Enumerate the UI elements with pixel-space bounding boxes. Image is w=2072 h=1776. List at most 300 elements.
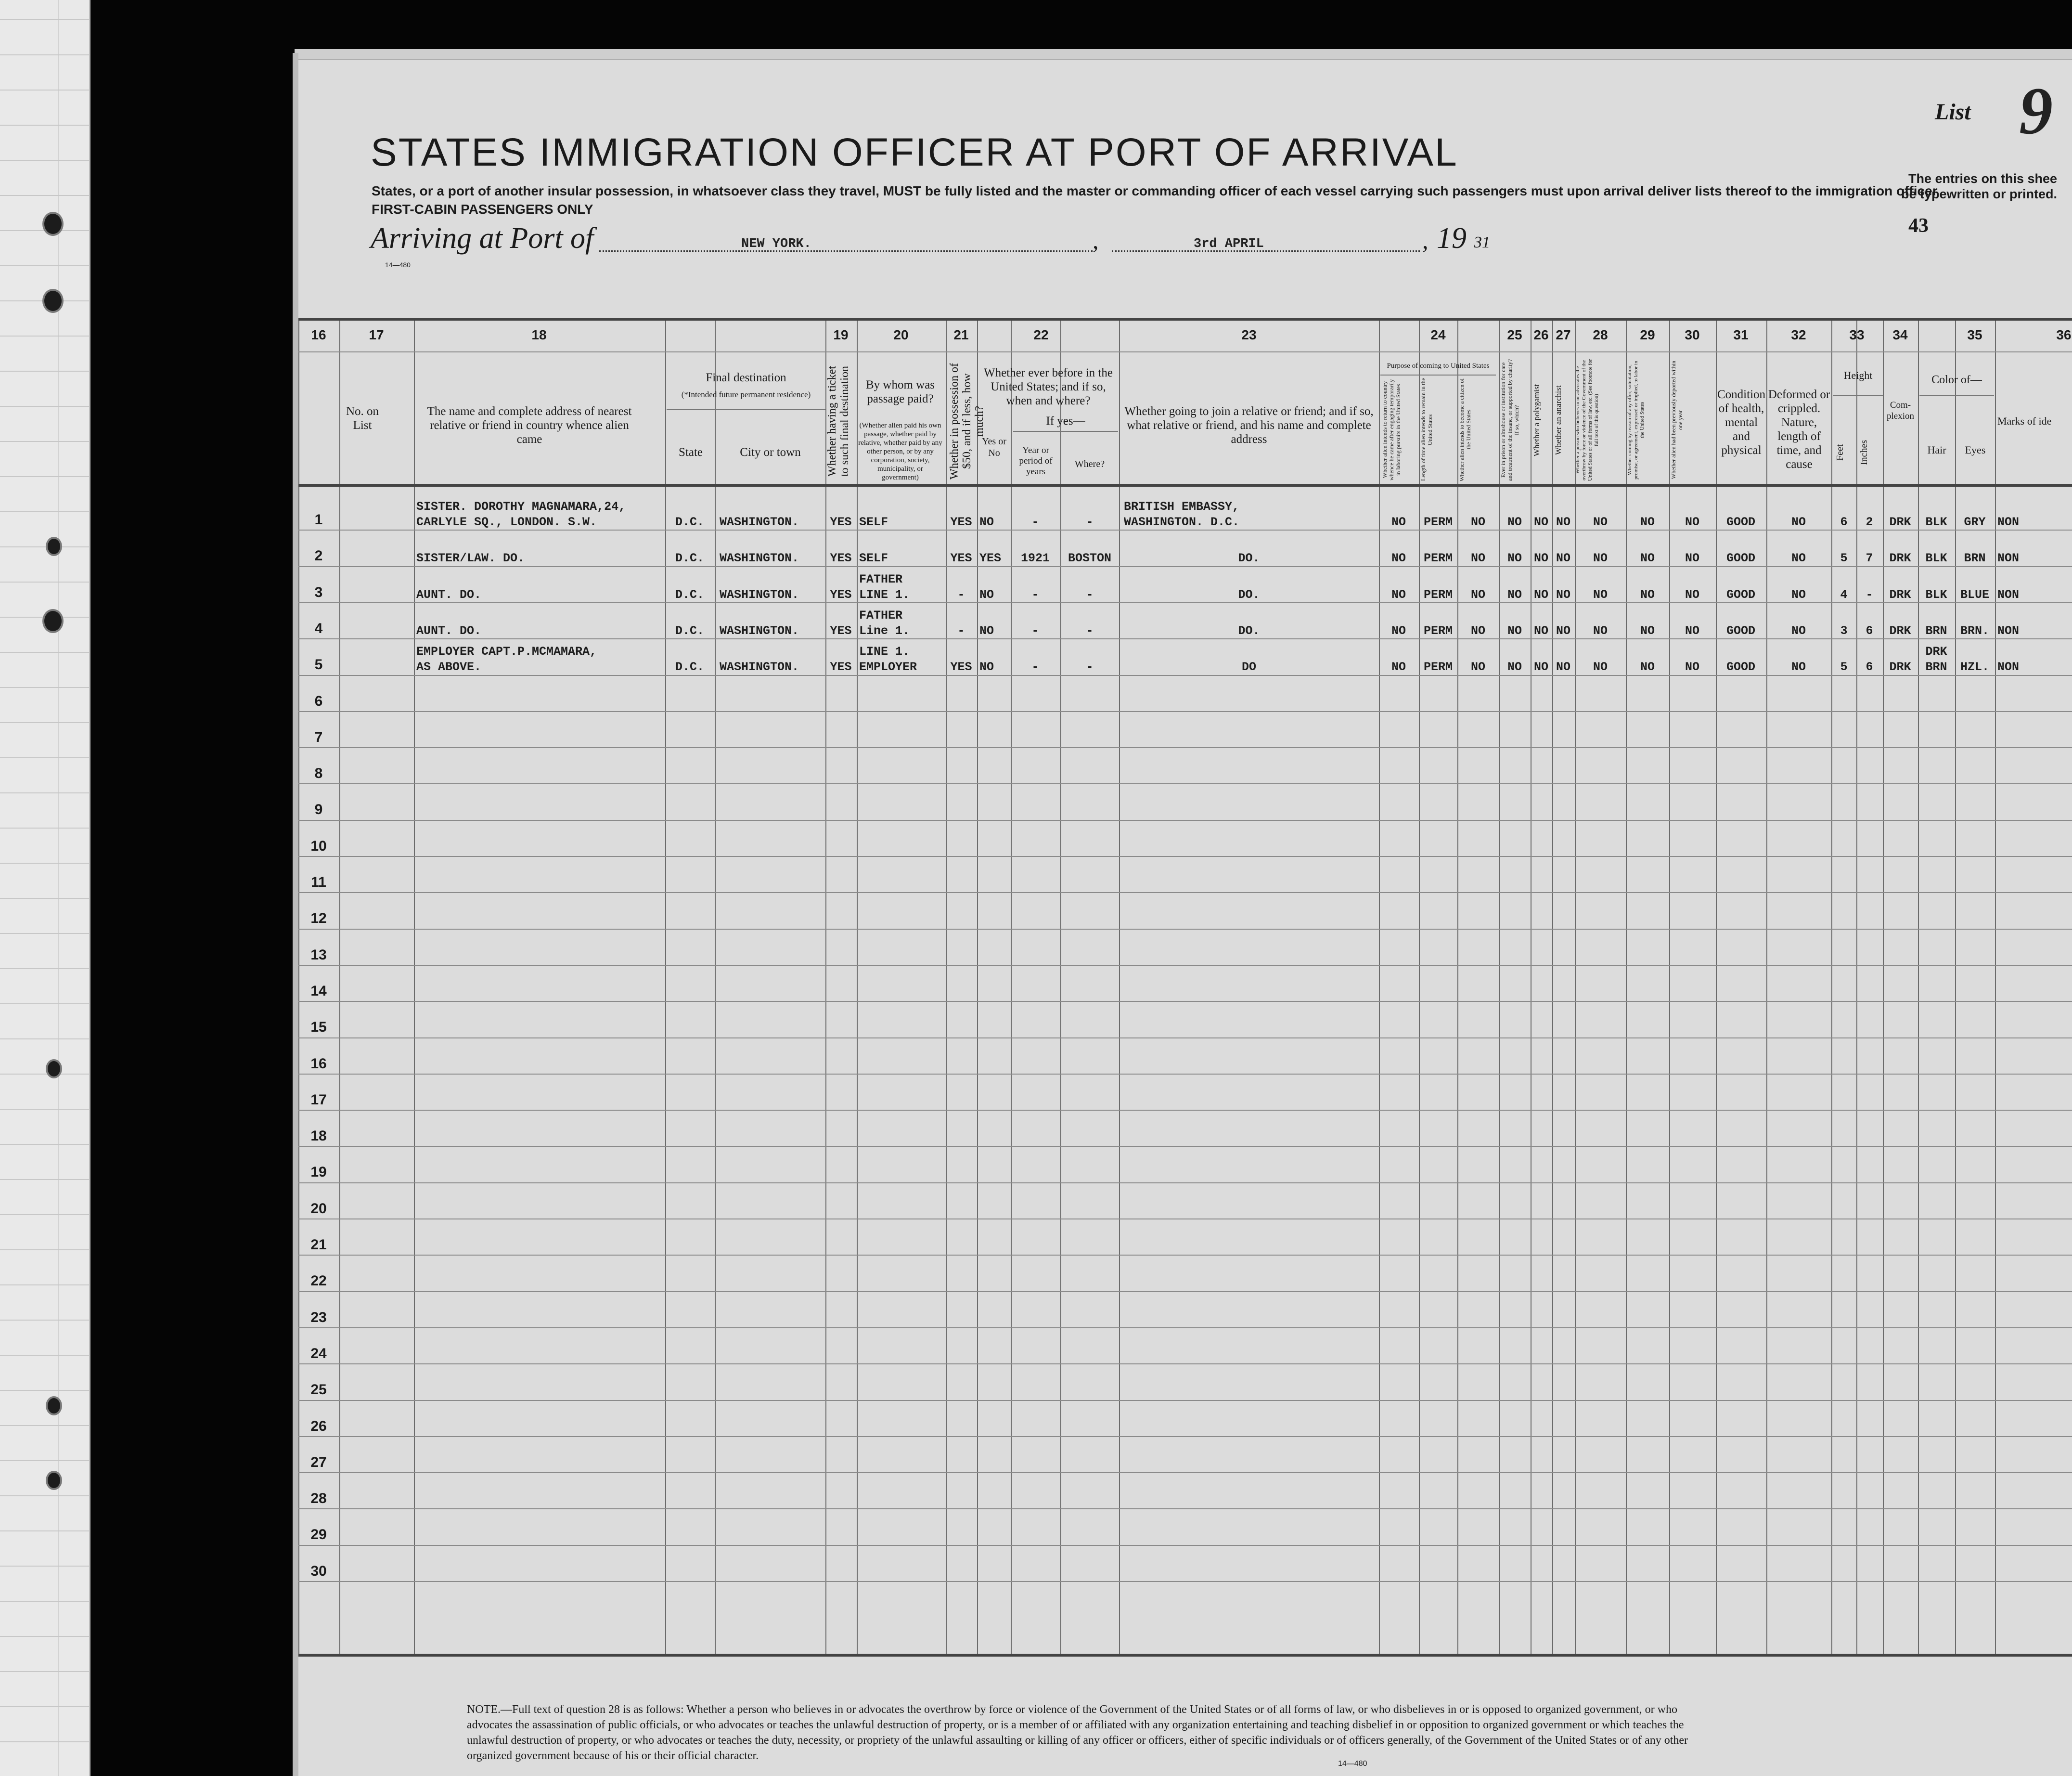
eyes-cell: GRY [1964,515,1986,529]
list-number: 9 [2019,74,2053,148]
row-number: 1 [314,512,323,528]
height-feet-cell: 3 [1840,623,1848,638]
header-deported: Whether alien had been previously deported within one year [1670,361,1684,480]
prison-cell: NO [1507,515,1522,529]
strip-rule [0,125,89,126]
date-fill-line [1112,250,1420,252]
column-number: 36 [2056,327,2072,342]
row-rule [298,1291,2072,1292]
relative-address-line2: SISTER/LAW. DO. [416,551,525,566]
strip-rule [0,371,89,372]
header-deformed: Deformed or crippled. Nature, length of time, and cause [1768,388,1830,471]
strip-rule [0,336,89,337]
entries-note-line-1: The entries on this shee [1908,171,2058,186]
eyes-cell: BLUE [1960,587,1989,602]
strip-rule [0,1390,89,1391]
strip-rule [0,582,89,583]
row-rule [298,1182,2072,1183]
city-cell: WASHINGTON. [720,587,799,602]
strip-rule [0,19,89,20]
city-cell: WASHINGTON. [720,623,799,638]
strip-rule [0,406,89,407]
purpose-citizen-cell: NO [1470,587,1485,602]
row-rule [298,1436,2072,1437]
strip-rule [0,1706,89,1707]
entries-note-line-2: be typewritten or printed. [1901,187,2058,201]
paid-by-line1: FATHER [859,572,903,586]
strip-rule [0,1320,89,1321]
join-relative-line2: DO. [1238,551,1260,566]
row-number: 8 [314,765,323,782]
row-number: 16 [310,1055,327,1072]
row-number: 30 [310,1563,327,1579]
paid-by-line1: LINE 1. [859,645,910,659]
state-cell: D.C. [675,515,704,529]
row-rule [298,1363,2072,1364]
marks-cell: NON [1997,660,2020,674]
strip-rule [0,54,89,55]
column-number: 19 [833,327,849,342]
purpose-return-cell: NO [1391,515,1406,529]
anarchist-cell: NO [1556,551,1570,566]
column-number: 35 [1967,327,1982,342]
header-where: Where? [1074,459,1105,469]
header-ever-before: Whether ever before in the United States; and if so, when and where? [984,366,1113,407]
header-purpose-c: Whether alien intends to become a citizen of the United States [1458,378,1472,481]
deported-cell: NO [1685,587,1699,602]
hair-cell: BLK [1925,587,1947,602]
purpose-citizen-cell: NO [1470,660,1485,674]
purpose-length-cell: PERM [1423,515,1453,529]
header-if-yes: If yes— [1046,415,1085,428]
header-anarchist: Whether an anarchist [1554,385,1563,455]
ever-before-cell: NO [979,660,994,674]
where-cell: BOSTON [1068,551,1111,566]
ticket-cell: YES [830,587,852,602]
deformed-cell: NO [1791,623,1806,638]
possession-cell: - [957,587,965,602]
date-value: 3rd APRIL [1194,237,1264,251]
possession-cell: YES [950,551,972,566]
paid-by-line2: SELF [859,551,888,566]
strip-rule [0,195,89,196]
strip-rule [0,1249,89,1250]
prison-cell: NO [1507,623,1522,638]
page-number: 43 [1908,215,1929,237]
ever-before-cell: YES [979,551,1002,566]
row-rule [298,530,2072,531]
binder-hole [46,1471,62,1490]
intro-line-2: FIRST-CABIN PASSENGERS ONLY [372,202,593,217]
entries-note [1901,171,2057,202]
strip-rule [0,1179,89,1180]
strip-margin-line [58,0,59,1776]
row-rule [298,747,2072,748]
column-number: 20 [893,327,909,342]
strip-rule [0,933,89,934]
row-rule [298,1472,2072,1473]
row-rule [298,1654,2072,1657]
header-final-destination: Final destination [706,371,786,384]
header-height: Height [1843,369,1873,381]
row-number: 24 [310,1345,327,1361]
row-number: 12 [310,910,327,927]
header-marks: Marks of ide [1997,415,2052,427]
state-cell: D.C. [675,660,704,674]
row-number: 19 [310,1164,327,1180]
height-inches-cell: 2 [1866,515,1873,529]
paid-by-line2: SELF [859,515,888,529]
height-inches-cell: 6 [1866,623,1873,638]
strip-rule [0,1741,89,1742]
row-number: 26 [310,1418,327,1434]
strip-rule [0,1355,89,1356]
anarchist-cell: NO [1556,587,1570,602]
ticket-cell: YES [830,623,852,638]
header-complexion: Com-plexion [1887,400,1914,421]
row-rule [298,566,2072,567]
strip-rule [0,511,89,512]
header-overthrow: Whether a person who believes in or advocates the overthrow by force or violence of the Government of the United States or of all forms of law, etc. (See footnote for full text of this question) [1575,359,1599,481]
offer-cell: NO [1640,515,1655,529]
column-number: 16 [311,327,326,342]
marks-cell: NON [1997,551,2020,566]
subheader-rule [1013,431,1118,432]
strip-rule [0,1566,89,1567]
purpose-return-cell: NO [1391,623,1406,638]
row-number: 22 [310,1273,327,1289]
row-rule [298,1074,2072,1075]
binding-strip [0,0,90,1776]
header-condition: Condition of health, mental and physical [1717,388,1766,457]
polygamist-cell: NO [1533,623,1548,638]
overthrow-cell: NO [1593,623,1608,638]
complexion-cell: DRK [1889,660,1911,674]
hair-cell: BLK [1925,551,1947,566]
height-inches-cell: - [1866,587,1873,602]
row-number: 6 [314,693,323,709]
column-number: 26 [1533,327,1549,342]
row-rule [298,318,2072,321]
paid-by-line1: FATHER [859,608,903,622]
possession-cell: YES [950,515,972,529]
strip-rule [0,1425,89,1426]
row-rule [298,1146,2072,1147]
row-rule [298,892,2072,893]
deformed-cell: NO [1791,551,1806,566]
strip-rule [0,1144,89,1145]
header-by-whom-paid-note: (Whether alien paid his own passage, whether paid by relative, whether paid by any other person, or by any corporation, society, municipality, or government) [858,422,942,481]
height-inches-cell: 7 [1866,551,1873,566]
form-code-bottom: 14—480 [1338,1760,1367,1768]
page-title: STATES IMMIGRATION OFFICER AT PORT OF ARRIVAL [371,130,1458,174]
arriving-label: Arriving at Port of [371,222,594,255]
header-yes-or-no: Yes or No [982,436,1006,458]
header-hair: Hair [1927,444,1946,456]
row-rule [298,1508,2072,1509]
polygamist-cell: NO [1533,660,1548,674]
year-cell: - [1031,587,1039,602]
binder-hole [42,289,64,313]
row-number: 28 [310,1491,327,1507]
row-number: 7 [314,729,323,745]
offer-cell: NO [1640,587,1655,602]
header-city: City or town [740,446,801,459]
anarchist-cell: NO [1556,623,1570,638]
paid-by-line2: Line 1. [859,623,910,638]
purpose-length-cell: PERM [1423,623,1453,638]
offer-cell: NO [1640,660,1655,674]
purpose-return-cell: NO [1391,587,1406,602]
header-offer: Whether coming by reason of any offer, solicitation, promise, or agreement, expressed or implied, to labor in the United States [1627,361,1645,480]
overthrow-cell: NO [1593,587,1608,602]
health-cell: GOOD [1726,660,1755,674]
header-purpose-b: Length of time alien intends to remain in the United States [1420,378,1433,481]
relative-address-line1: SISTER. DOROTHY MAGNAMARA,24, [416,500,626,514]
overthrow-cell: NO [1593,551,1608,566]
strip-rule [0,1214,89,1215]
header-purpose: Purpose of coming to United States [1387,362,1490,370]
row-number: 29 [310,1527,327,1543]
row-rule [298,783,2072,784]
binder-hole [46,537,62,556]
column-number: 34 [1892,327,1908,342]
complexion-cell: DRK [1889,587,1911,602]
port-fill-line [599,250,1093,252]
height-feet-cell: 6 [1840,515,1848,529]
ever-before-cell: NO [979,515,994,529]
strip-rule [0,160,89,161]
row-rule [298,602,2072,603]
purpose-return-cell: NO [1391,660,1406,674]
strip-rule [0,687,89,688]
row-number: 18 [310,1128,327,1144]
column-number: 29 [1640,327,1655,342]
row-rule [298,638,2072,639]
row-rule [298,1255,2072,1256]
strip-rule [0,265,89,266]
marks-cell: NON [1997,623,2020,638]
strip-rule [0,441,89,442]
strip-rule [0,968,89,969]
row-number: 23 [310,1309,327,1325]
purpose-length-cell: PERM [1423,587,1453,602]
paid-by-line2: LINE 1. [859,587,910,602]
hair-line1: DRK [1925,645,1947,659]
subheader-rule [1919,395,1994,396]
row-rule [298,1327,2072,1328]
deformed-cell: NO [1791,515,1806,529]
strip-rule [0,546,89,547]
header-eyes: Eyes [1965,444,1986,456]
strip-rule [0,863,89,864]
where-cell: - [1086,515,1094,529]
paid-by-line2: EMPLOYER [859,660,917,674]
join-relative-line2: DO [1241,660,1256,674]
binder-hole [42,609,64,633]
strip-rule [0,476,89,477]
column-number: 17 [369,327,384,342]
health-cell: GOOD [1726,623,1755,638]
year-cell: 1921 [1020,551,1050,566]
eyes-cell: BRN. [1960,623,1989,638]
strip-rule [0,1460,89,1461]
row-rule [298,351,2072,352]
row-rule [298,711,2072,712]
column-rule [414,318,415,1656]
deformed-cell: NO [1791,587,1806,602]
row-rule [298,820,2072,821]
purpose-return-cell: NO [1391,551,1406,566]
strip-rule [0,1495,89,1496]
city-cell: WASHINGTON. [720,551,799,566]
column-number: 24 [1430,327,1446,342]
row-number: 14 [310,983,327,999]
header-purpose-a: Whether alien intends to return to country whence he came after engaging temporarily in laboring pursuits in the United States [1381,379,1402,480]
header-prison: Ever in prison or almshouse or institution for care and treatment of the insane, or supported by charity? If so, which? [1500,359,1520,481]
eyes-cell: HZL. [1960,660,1989,674]
strip-rule [0,898,89,899]
row-number: 20 [310,1200,327,1217]
join-relative-line2: DO. [1238,587,1260,602]
strip-rule [0,1038,89,1039]
list-label: List [1935,99,1971,125]
prison-cell: NO [1507,551,1522,566]
marks-cell: NON [1997,587,2020,602]
where-cell: - [1086,660,1094,674]
row-rule [298,965,2072,966]
header-no-on-list: No. on List [346,405,379,432]
overthrow-cell: NO [1593,660,1608,674]
hair-cell: BRN [1925,660,1947,674]
complexion-cell: DRK [1889,623,1911,638]
column-number: 23 [1241,327,1257,342]
height-inches-cell: 6 [1866,660,1873,674]
column-number: 25 [1507,327,1522,342]
relative-address-line2: AS ABOVE. [416,660,482,674]
row-rule [298,1545,2072,1546]
possession-cell: - [957,623,965,638]
height-feet-cell: 4 [1840,587,1848,602]
footnote: NOTE.—Full text of question 28 is as follows: Whether a person who believes in or advocates the overthrow by force or violence of the Government of the United States or of all forms of law, or who disbelieves in or is opposed to organized government, or who advocates the assassination of public officials, or who advocates or teaches the unlawful destruction of property, or is a member of or affiliated with any organization entertaining and teaching disbelief in or opposition to organized government or which teaches the unlawful destruction of property, or who advocates or teaches the duty, necessity, or propriety of the unlawful assaulting or killing of any officer or officers, either of specific individuals or of officers generally, of the Government of the United States or of any other organized government because of his or their official character. [467,1703,1688,1762]
polygamist-cell: NO [1533,515,1548,529]
row-number: 9 [314,802,323,818]
strip-rule [0,1284,89,1285]
column-number: 22 [1033,327,1049,342]
row-rule [298,484,2072,487]
header-inches: Inches [1859,440,1869,466]
row-number: 3 [314,584,323,600]
form-code: 14—480 [385,261,411,269]
row-rule [298,675,2072,676]
year-cell: - [1031,660,1039,674]
ever-before-cell: NO [979,623,994,638]
column-number: 21 [953,327,969,342]
health-cell: GOOD [1726,515,1755,529]
row-number: 25 [310,1382,327,1398]
purpose-citizen-cell: NO [1470,515,1485,529]
comma: , [1422,227,1429,254]
polygamist-cell: NO [1533,551,1548,566]
strip-rule [0,792,89,793]
complexion-cell: DRK [1889,551,1911,566]
eyes-cell: BRN [1964,551,1986,566]
header-year-period: Year or period of years [1019,445,1053,477]
prison-cell: NO [1507,660,1522,674]
row-number: 10 [310,838,327,854]
prison-cell: NO [1507,587,1522,602]
hair-cell: BRN [1925,623,1947,638]
city-cell: WASHINGTON. [720,515,799,529]
column-number: 18 [531,327,547,342]
row-rule [298,1581,2072,1582]
health-cell: GOOD [1726,551,1755,566]
relative-address-line2: AUNT. DO. [416,623,482,638]
deported-cell: NO [1685,515,1699,529]
row-rule [298,1037,2072,1038]
strip-rule [0,1671,89,1672]
strip-rule [0,652,89,653]
health-cell: GOOD [1726,587,1755,602]
row-number: 15 [310,1019,327,1036]
year-suffix: 31 [1474,233,1490,251]
column-number: 30 [1685,327,1700,342]
header-color-of: Color of— [1931,374,1982,386]
header-feet: Feet [1835,444,1845,461]
overthrow-cell: NO [1593,515,1608,529]
strip-rule [0,828,89,829]
strip-rule [0,1530,89,1531]
row-number: 17 [310,1091,327,1108]
header-possession-50: Whether in possession of $50, and if less, how much? [948,363,986,480]
strip-rule [0,1636,89,1637]
header-final-destination-note: (*Intended future permanent residence) [681,390,811,399]
subheader-rule [1380,375,1496,376]
ever-before-cell: NO [979,587,994,602]
subheader-rule [1833,395,1883,396]
column-rule [1119,318,1120,1656]
header-state: State [679,446,703,459]
hair-cell: BLK [1925,515,1947,529]
where-cell: - [1086,587,1094,602]
possession-cell: YES [950,660,972,674]
row-number: 13 [310,946,327,963]
state-cell: D.C. [675,623,704,638]
relative-address-line1: EMPLOYER CAPT.P.MCMAMARA, [416,645,597,659]
row-rule [298,1001,2072,1002]
binder-hole [42,212,64,236]
port-value: NEW YORK. [741,237,811,251]
strip-rule [0,1074,89,1075]
ticket-cell: YES [830,660,852,674]
comma: , [1093,227,1099,254]
row-number: 21 [310,1237,327,1253]
row-rule [298,929,2072,930]
height-feet-cell: 5 [1840,660,1848,674]
intro-line-1: States, or a port of another insular possession, in whatsoever class they travel, MUST be fully listed and the master or commanding officer of each vessel carrying such passengers must upon arrival deliver lists thereof to the immigration officer [372,183,1938,198]
row-number: 4 [314,620,323,636]
column-number: 32 [1791,327,1806,342]
header-by-whom-paid: By whom was passage paid? [865,378,935,405]
year-cell: - [1031,623,1039,638]
binder-hole [46,1059,62,1078]
intro-text [372,182,1938,219]
purpose-citizen-cell: NO [1470,551,1485,566]
join-relative-line2: WASHINGTON. D.C. [1124,515,1240,529]
strip-rule [0,90,89,91]
manifest-table [298,318,2072,1656]
column-number: 31 [1733,327,1749,342]
